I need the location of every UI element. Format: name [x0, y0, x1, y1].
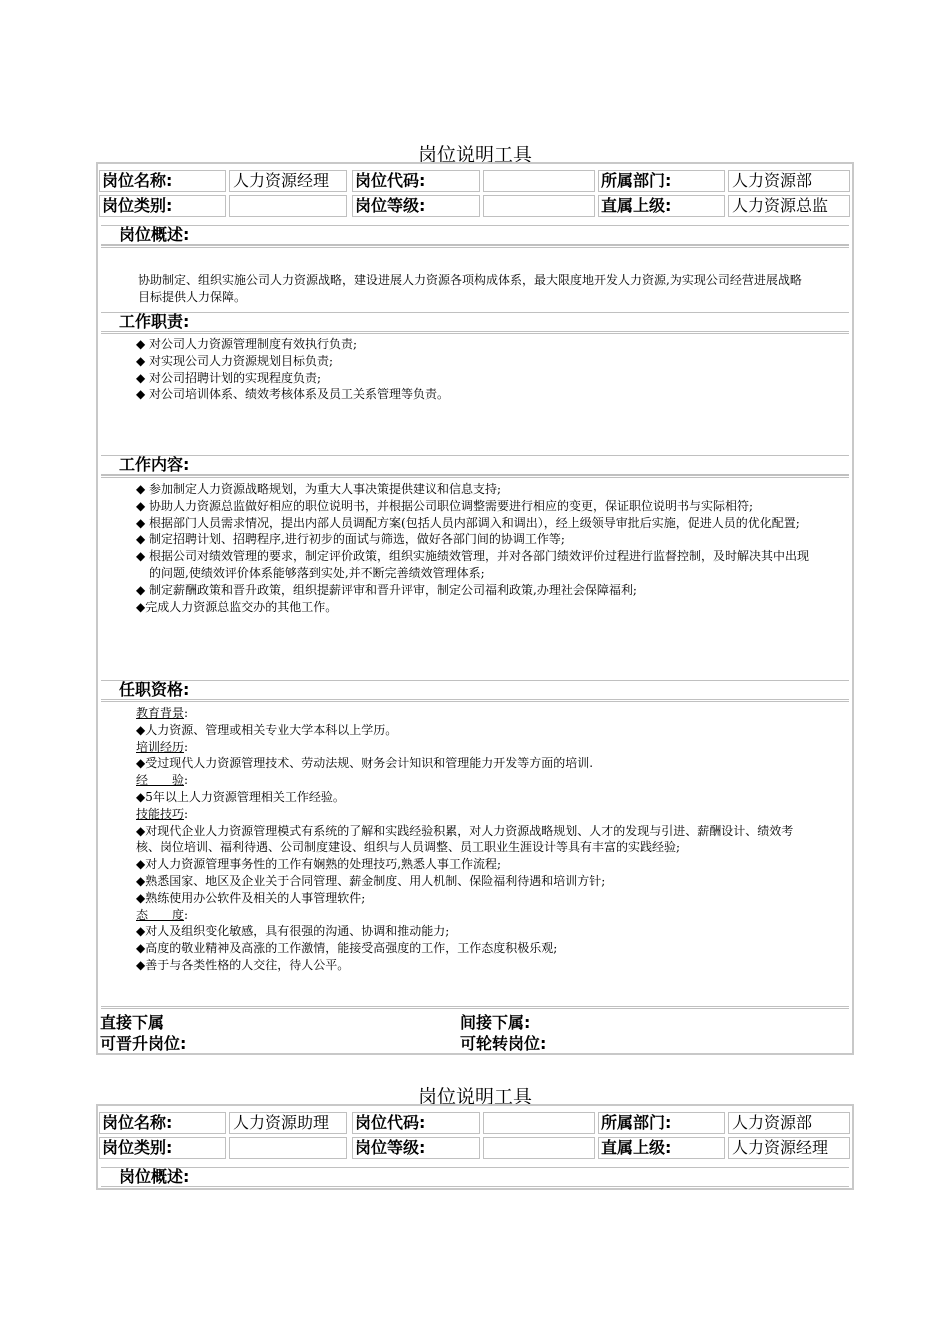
list-item: ◆熟练使用办公软件及相关的人事管理软件; — [136, 890, 366, 905]
superior-value: 人力资源总监 — [728, 195, 850, 217]
content-title: 工作内容: — [119, 455, 190, 474]
rotate-label: 可轮转岗位: — [460, 1034, 547, 1053]
qual-header — [101, 680, 849, 700]
promote-text: 可晋升岗位 — [100, 1034, 181, 1053]
form2-card — [96, 1104, 854, 1190]
level-value — [483, 195, 595, 217]
overview-text: 协助制定、组织实施公司人力资源战略，建设进展人力资源各项构成体系，最大限度地开发人力资源,为实现公司经营进展战略目标提供人力保障。 — [138, 273, 802, 304]
job-code-label: 岗位代码: — [352, 1112, 480, 1134]
skill-heading: 技能技巧: — [136, 806, 189, 821]
divider — [101, 475, 849, 478]
attitude-label: 态 度 — [136, 907, 185, 922]
direct-sub-label — [100, 1013, 164, 1033]
train-heading: 培训经历: — [136, 739, 189, 754]
list-item: ◆人力资源、管理或相关专业大学本科以上学历。 — [136, 722, 398, 737]
indirect-sub-text: 间接下属 — [460, 1013, 525, 1032]
category-value — [229, 195, 347, 217]
form1-title: 岗位说明工具 — [417, 144, 532, 166]
list-item: ◆ 对实现公司人力资源规划目标负责; — [136, 353, 334, 368]
list-item: ◆高度的敬业精神及高涨的工作激情，能接受高强度的工作，工作态度积极乐观; — [136, 941, 558, 956]
overview-header — [101, 1167, 849, 1187]
list-item: ◆完成人力资源总监交办的其他工作。 — [136, 599, 338, 614]
skill-label: 技能技巧 — [136, 806, 185, 821]
list-item: ◆ 参加制定人力资源战略规划，为重大人事决策提供建议和信息支持; — [136, 482, 502, 496]
edu-heading: 教育背景: — [136, 706, 189, 720]
level-label: 岗位等级: — [352, 1137, 480, 1159]
job-code-value — [483, 170, 595, 192]
superior-label: 直属上级: — [598, 195, 725, 217]
list-item: ◆对现代企业人力资源管理模式有系统的了解和实践经验积累，对人力资源战略规划、人才的发现与引进、薪酬设计、绩效考核、岗位培训、福利待遇、公司制度建设、组织与人员调整、员工职业生涯设计等具有丰富的实践经验; — [136, 823, 794, 855]
job-code-label: 岗位代码: — [352, 170, 480, 192]
exp-label: 经 验 — [136, 773, 185, 788]
form1-card — [96, 162, 854, 1055]
list-item: ◆ 对公司人力资源管理制度有效执行负责; — [136, 337, 358, 351]
job-code-value — [483, 1112, 595, 1134]
divider — [101, 331, 849, 334]
duties-header — [101, 312, 849, 332]
list-item: ◆ 根据公司对绩效管理的要求，制定评价政策，组织实施绩效管理，并对各部门绩效评价过程进行监督控制，及时解决其中出现的问题,使绩效评价体系能够落到实处,并不断完善绩效管理体系; — [136, 549, 810, 580]
list-item: ◆ 制定薪酬政策和晋升政策，组织提薪评审和晋升评审，制定公司福利政策,办理社会保障福利; — [136, 582, 637, 597]
list-item: ◆ 制定招聘计划、招聘程序,进行初步的面试与筛选，做好各部门间的协调工作等; — [136, 532, 565, 547]
attitude-heading: 态 度: — [136, 907, 189, 922]
job-name-label: 岗位名称: — [99, 170, 226, 192]
list-item: ◆受过现代人力资源管理技术、劳动法规、财务会计知识和管理能力开发等方面的培训. — [136, 756, 594, 771]
list-item: ◆ 根据部门人员需求情况，提出内部人员调配方案(包括人员内部调入和调出），经上级领导审批后实施，促进人员的优化配置; — [136, 515, 800, 530]
overview-header — [101, 225, 849, 245]
list-item: ◆熟悉国家、地区及企业关于合同管理、薪金制度、用人机制、保险福利待遇和培训方针; — [136, 873, 606, 888]
list-item: ◆ 对公司培训体系、绩效考核体系及员工关系管理等负责。 — [136, 387, 450, 402]
list-item: ◆ 对公司招聘计划的实现程度负责; — [136, 370, 322, 385]
category-label: 岗位类别: — [99, 195, 226, 217]
dept-value: 人力资源部 — [728, 1112, 850, 1134]
indirect-sub-label: 间接下属: — [460, 1013, 531, 1032]
level-label: 岗位等级: — [352, 195, 480, 217]
category-value — [229, 1137, 347, 1159]
content-list — [136, 481, 816, 615]
content-header — [101, 455, 849, 475]
edu-label: 教育背景 — [136, 706, 185, 720]
overview-title: 岗位概述: — [119, 225, 190, 244]
category-label: 岗位类别: — [99, 1137, 226, 1159]
list-item: ◆对人力资源管理事务性的工作有娴熟的处理技巧,熟悉人事工作流程; — [136, 857, 502, 872]
divider — [101, 1006, 849, 1009]
qual-block — [136, 705, 816, 974]
direct-sub-text: 直接下属 — [100, 1013, 165, 1032]
train-label: 培训经历 — [136, 739, 185, 754]
list-item: ◆善于与各类性格的人交往，待人公平。 — [136, 957, 350, 972]
duties-title: 工作职责: — [119, 312, 190, 331]
overview-title: 岗位概述: — [119, 1167, 190, 1186]
rotate-text: 可轮转岗位 — [460, 1034, 541, 1053]
promote-label: 可晋升岗位: — [100, 1034, 187, 1053]
dept-value: 人力资源部 — [728, 170, 850, 192]
list-item: ◆5年以上人力资源管理相关工作经验。 — [136, 789, 345, 804]
dept-label: 所属部门: — [598, 1112, 725, 1134]
level-value — [483, 1137, 595, 1159]
duties-list — [136, 336, 816, 403]
divider — [101, 245, 849, 248]
superior-value: 人力资源经理 — [728, 1137, 850, 1159]
divider — [101, 699, 849, 702]
form2-title: 岗位说明工具 — [417, 1086, 532, 1108]
list-item: ◆ 协助人力资源总监做好相应的职位说明书，并根据公司职位调整需要进行相应的变更，保证职位说明书与实际相符; — [136, 498, 754, 513]
superior-label: 直属上级: — [598, 1137, 725, 1159]
list-item: ◆对人及组织变化敏感，具有很强的沟通、协调和推动能力; — [136, 924, 450, 939]
qual-title: 任职资格: — [119, 680, 190, 699]
job-name-value: 人力资源经理 — [229, 170, 347, 192]
dept-label: 所属部门: — [598, 170, 725, 192]
exp-heading: 经 验: — [136, 773, 189, 788]
job-name-label: 岗位名称: — [99, 1112, 226, 1134]
job-name-value: 人力资源助理 — [229, 1112, 347, 1134]
